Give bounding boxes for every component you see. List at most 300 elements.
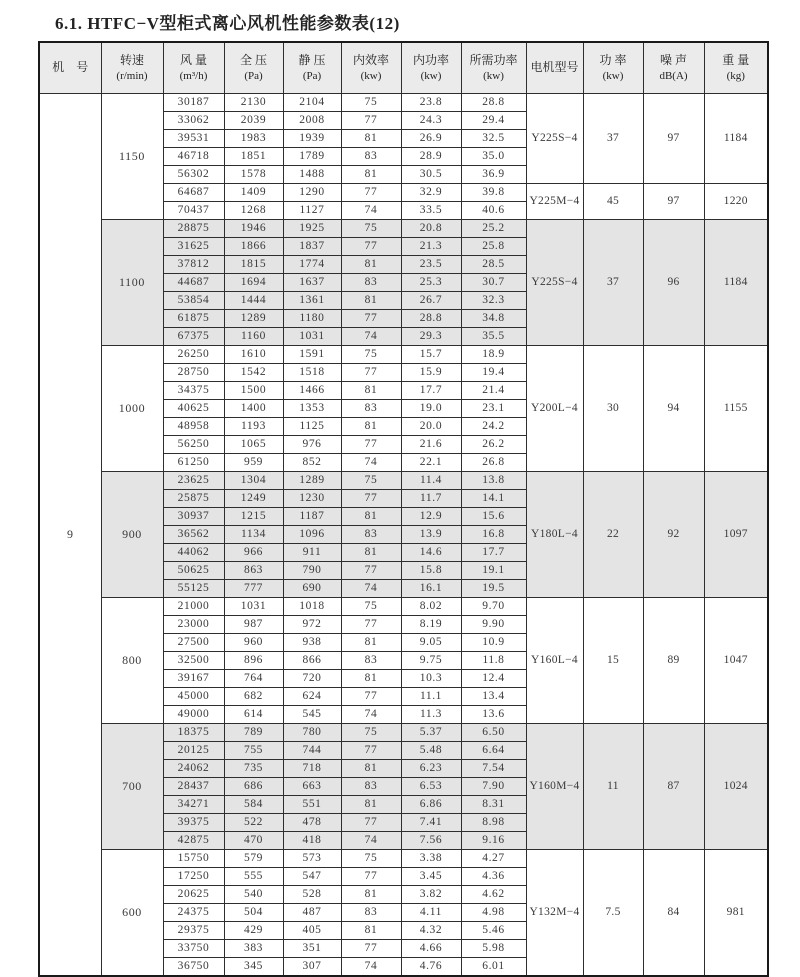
internal-power-cell: 21.6 bbox=[401, 436, 461, 454]
required-power-cell: 4.98 bbox=[461, 904, 526, 922]
efficiency-cell: 77 bbox=[341, 562, 401, 580]
required-power-cell: 19.4 bbox=[461, 364, 526, 382]
speed-cell: 800 bbox=[101, 598, 163, 724]
header-row bbox=[39, 42, 768, 94]
internal-power-cell: 6.53 bbox=[401, 778, 461, 796]
efficiency-cell: 81 bbox=[341, 760, 401, 778]
flow-cell: 15750 bbox=[163, 850, 224, 868]
speed-cell: 600 bbox=[101, 850, 163, 977]
internal-power-cell: 30.5 bbox=[401, 166, 461, 184]
static-pressure-cell: 1230 bbox=[283, 490, 341, 508]
efficiency-cell: 75 bbox=[341, 724, 401, 742]
required-power-cell: 25.8 bbox=[461, 238, 526, 256]
total-pressure-cell: 555 bbox=[224, 868, 283, 886]
flow-cell: 23625 bbox=[163, 472, 224, 490]
static-pressure-cell: 624 bbox=[283, 688, 341, 706]
flow-cell: 70437 bbox=[163, 202, 224, 220]
internal-power-cell: 20.8 bbox=[401, 220, 461, 238]
table-row bbox=[39, 598, 768, 616]
static-pressure-cell: 1127 bbox=[283, 202, 341, 220]
static-pressure-cell: 528 bbox=[283, 886, 341, 904]
internal-power-cell: 9.75 bbox=[401, 652, 461, 670]
required-power-cell: 10.9 bbox=[461, 634, 526, 652]
motor-power-cell: 7.5 bbox=[583, 850, 643, 977]
noise-cell: 89 bbox=[643, 598, 704, 724]
flow-cell: 44687 bbox=[163, 274, 224, 292]
static-pressure-cell: 1187 bbox=[283, 508, 341, 526]
static-pressure-cell: 1096 bbox=[283, 526, 341, 544]
column-unit: (m³/h) bbox=[179, 69, 208, 82]
total-pressure-cell: 1983 bbox=[224, 130, 283, 148]
flow-cell: 17250 bbox=[163, 868, 224, 886]
efficiency-cell: 74 bbox=[341, 832, 401, 850]
flow-cell: 39375 bbox=[163, 814, 224, 832]
total-pressure-cell: 1866 bbox=[224, 238, 283, 256]
required-power-cell: 7.90 bbox=[461, 778, 526, 796]
static-pressure-cell: 744 bbox=[283, 742, 341, 760]
speed-cell: 1000 bbox=[101, 346, 163, 472]
efficiency-cell: 77 bbox=[341, 310, 401, 328]
efficiency-cell: 77 bbox=[341, 940, 401, 958]
efficiency-cell: 77 bbox=[341, 868, 401, 886]
static-pressure-cell: 663 bbox=[283, 778, 341, 796]
speed-cell: 700 bbox=[101, 724, 163, 850]
total-pressure-cell: 896 bbox=[224, 652, 283, 670]
efficiency-cell: 83 bbox=[341, 904, 401, 922]
fan-performance-table bbox=[38, 41, 769, 977]
column-header-11 bbox=[704, 42, 768, 94]
total-pressure-cell: 2039 bbox=[224, 112, 283, 130]
required-power-cell: 13.6 bbox=[461, 706, 526, 724]
column-unit: (kw) bbox=[360, 69, 382, 82]
column-label: 噪 声 bbox=[659, 53, 687, 68]
static-pressure-cell: 690 bbox=[283, 580, 341, 598]
flow-cell: 40625 bbox=[163, 400, 224, 418]
motor-power-cell: 22 bbox=[583, 472, 643, 598]
internal-power-cell: 11.3 bbox=[401, 706, 461, 724]
static-pressure-cell: 418 bbox=[283, 832, 341, 850]
internal-power-cell: 29.3 bbox=[401, 328, 461, 346]
internal-power-cell: 16.1 bbox=[401, 580, 461, 598]
internal-power-cell: 32.9 bbox=[401, 184, 461, 202]
required-power-cell: 18.9 bbox=[461, 346, 526, 364]
efficiency-cell: 81 bbox=[341, 886, 401, 904]
column-unit: (Pa) bbox=[244, 69, 263, 82]
internal-power-cell: 3.82 bbox=[401, 886, 461, 904]
flow-cell: 42875 bbox=[163, 832, 224, 850]
internal-power-cell: 11.4 bbox=[401, 472, 461, 490]
required-power-cell: 25.2 bbox=[461, 220, 526, 238]
efficiency-cell: 83 bbox=[341, 274, 401, 292]
table-row bbox=[39, 220, 768, 238]
required-power-cell: 8.98 bbox=[461, 814, 526, 832]
required-power-cell: 29.4 bbox=[461, 112, 526, 130]
internal-power-cell: 10.3 bbox=[401, 670, 461, 688]
required-power-cell: 9.90 bbox=[461, 616, 526, 634]
internal-power-cell: 23.5 bbox=[401, 256, 461, 274]
static-pressure-cell: 573 bbox=[283, 850, 341, 868]
motor-model-cell: Y132M−4 bbox=[526, 850, 583, 977]
motor-model-cell: Y200L−4 bbox=[526, 346, 583, 472]
static-pressure-cell: 1637 bbox=[283, 274, 341, 292]
efficiency-cell: 74 bbox=[341, 454, 401, 472]
total-pressure-cell: 966 bbox=[224, 544, 283, 562]
flow-cell: 48958 bbox=[163, 418, 224, 436]
total-pressure-cell: 584 bbox=[224, 796, 283, 814]
internal-power-cell: 21.3 bbox=[401, 238, 461, 256]
motor-power-cell: 30 bbox=[583, 346, 643, 472]
column-header-7 bbox=[461, 42, 526, 94]
weight-cell: 1155 bbox=[704, 346, 768, 472]
weight-cell: 1184 bbox=[704, 220, 768, 346]
required-power-cell: 15.6 bbox=[461, 508, 526, 526]
efficiency-cell: 81 bbox=[341, 796, 401, 814]
flow-cell: 39167 bbox=[163, 670, 224, 688]
internal-power-cell: 6.23 bbox=[401, 760, 461, 778]
static-pressure-cell: 718 bbox=[283, 760, 341, 778]
efficiency-cell: 74 bbox=[341, 958, 401, 977]
column-label: 风 量 bbox=[179, 53, 207, 68]
table-row bbox=[39, 724, 768, 742]
required-power-cell: 36.9 bbox=[461, 166, 526, 184]
efficiency-cell: 81 bbox=[341, 670, 401, 688]
efficiency-cell: 77 bbox=[341, 616, 401, 634]
required-power-cell: 28.8 bbox=[461, 94, 526, 112]
required-power-cell: 35.5 bbox=[461, 328, 526, 346]
required-power-cell: 14.1 bbox=[461, 490, 526, 508]
static-pressure-cell: 1939 bbox=[283, 130, 341, 148]
total-pressure-cell: 1289 bbox=[224, 310, 283, 328]
total-pressure-cell: 540 bbox=[224, 886, 283, 904]
efficiency-cell: 75 bbox=[341, 94, 401, 112]
flow-cell: 36562 bbox=[163, 526, 224, 544]
total-pressure-cell: 960 bbox=[224, 634, 283, 652]
static-pressure-cell: 1925 bbox=[283, 220, 341, 238]
motor-model-cell: Y160L−4 bbox=[526, 598, 583, 724]
total-pressure-cell: 1409 bbox=[224, 184, 283, 202]
efficiency-cell: 74 bbox=[341, 706, 401, 724]
column-label: 内功率 bbox=[412, 53, 449, 68]
efficiency-cell: 77 bbox=[341, 112, 401, 130]
efficiency-cell: 77 bbox=[341, 814, 401, 832]
static-pressure-cell: 1518 bbox=[283, 364, 341, 382]
required-power-cell: 40.6 bbox=[461, 202, 526, 220]
flow-cell: 45000 bbox=[163, 688, 224, 706]
flow-cell: 53854 bbox=[163, 292, 224, 310]
flow-cell: 44062 bbox=[163, 544, 224, 562]
efficiency-cell: 75 bbox=[341, 346, 401, 364]
total-pressure-cell: 1851 bbox=[224, 148, 283, 166]
flow-cell: 21000 bbox=[163, 598, 224, 616]
column-unit: dB(A) bbox=[659, 69, 688, 82]
total-pressure-cell: 863 bbox=[224, 562, 283, 580]
efficiency-cell: 83 bbox=[341, 148, 401, 166]
required-power-cell: 11.8 bbox=[461, 652, 526, 670]
required-power-cell: 8.31 bbox=[461, 796, 526, 814]
internal-power-cell: 4.32 bbox=[401, 922, 461, 940]
flow-cell: 61875 bbox=[163, 310, 224, 328]
flow-cell: 18375 bbox=[163, 724, 224, 742]
internal-power-cell: 5.37 bbox=[401, 724, 461, 742]
required-power-cell: 13.8 bbox=[461, 472, 526, 490]
flow-cell: 56302 bbox=[163, 166, 224, 184]
total-pressure-cell: 789 bbox=[224, 724, 283, 742]
flow-cell: 39531 bbox=[163, 130, 224, 148]
efficiency-cell: 81 bbox=[341, 382, 401, 400]
weight-cell: 1097 bbox=[704, 472, 768, 598]
static-pressure-cell: 1488 bbox=[283, 166, 341, 184]
motor-power-cell: 45 bbox=[583, 184, 643, 220]
total-pressure-cell: 2130 bbox=[224, 94, 283, 112]
total-pressure-cell: 1500 bbox=[224, 382, 283, 400]
weight-cell: 1184 bbox=[704, 94, 768, 184]
flow-cell: 67375 bbox=[163, 328, 224, 346]
noise-cell: 96 bbox=[643, 220, 704, 346]
total-pressure-cell: 429 bbox=[224, 922, 283, 940]
weight-cell: 1024 bbox=[704, 724, 768, 850]
efficiency-cell: 75 bbox=[341, 472, 401, 490]
static-pressure-cell: 852 bbox=[283, 454, 341, 472]
static-pressure-cell: 1361 bbox=[283, 292, 341, 310]
flow-cell: 56250 bbox=[163, 436, 224, 454]
static-pressure-cell: 478 bbox=[283, 814, 341, 832]
efficiency-cell: 77 bbox=[341, 364, 401, 382]
table-body bbox=[39, 94, 768, 977]
internal-power-cell: 17.7 bbox=[401, 382, 461, 400]
static-pressure-cell: 487 bbox=[283, 904, 341, 922]
static-pressure-cell: 351 bbox=[283, 940, 341, 958]
required-power-cell: 32.5 bbox=[461, 130, 526, 148]
static-pressure-cell: 405 bbox=[283, 922, 341, 940]
motor-model-cell: Y160M−4 bbox=[526, 724, 583, 850]
noise-cell: 84 bbox=[643, 850, 704, 977]
static-pressure-cell: 780 bbox=[283, 724, 341, 742]
efficiency-cell: 75 bbox=[341, 850, 401, 868]
motor-model-cell: Y225S−4 bbox=[526, 94, 583, 184]
static-pressure-cell: 1125 bbox=[283, 418, 341, 436]
efficiency-cell: 81 bbox=[341, 634, 401, 652]
motor-power-cell: 37 bbox=[583, 94, 643, 184]
noise-cell: 97 bbox=[643, 94, 704, 184]
required-power-cell: 17.7 bbox=[461, 544, 526, 562]
static-pressure-cell: 1466 bbox=[283, 382, 341, 400]
total-pressure-cell: 345 bbox=[224, 958, 283, 977]
column-header-5 bbox=[341, 42, 401, 94]
column-header-6 bbox=[401, 42, 461, 94]
column-unit: (kw) bbox=[420, 69, 442, 82]
total-pressure-cell: 1268 bbox=[224, 202, 283, 220]
required-power-cell: 30.7 bbox=[461, 274, 526, 292]
total-pressure-cell: 1031 bbox=[224, 598, 283, 616]
table-row bbox=[39, 850, 768, 868]
column-unit: (r/min) bbox=[116, 69, 148, 82]
column-unit: (kg) bbox=[726, 69, 745, 82]
required-power-cell: 5.98 bbox=[461, 940, 526, 958]
static-pressure-cell: 1289 bbox=[283, 472, 341, 490]
flow-cell: 24375 bbox=[163, 904, 224, 922]
weight-cell: 1047 bbox=[704, 598, 768, 724]
internal-power-cell: 7.41 bbox=[401, 814, 461, 832]
column-unit: (kw) bbox=[483, 69, 504, 82]
table-row bbox=[39, 346, 768, 364]
column-unit: (Pa) bbox=[302, 69, 322, 82]
required-power-cell: 16.8 bbox=[461, 526, 526, 544]
internal-power-cell: 6.86 bbox=[401, 796, 461, 814]
static-pressure-cell: 547 bbox=[283, 868, 341, 886]
column-header-4 bbox=[283, 42, 341, 94]
required-power-cell: 6.01 bbox=[461, 958, 526, 977]
total-pressure-cell: 614 bbox=[224, 706, 283, 724]
internal-power-cell: 15.8 bbox=[401, 562, 461, 580]
noise-cell: 94 bbox=[643, 346, 704, 472]
total-pressure-cell: 470 bbox=[224, 832, 283, 850]
total-pressure-cell: 1065 bbox=[224, 436, 283, 454]
speed-cell: 1100 bbox=[101, 220, 163, 346]
efficiency-cell: 77 bbox=[341, 742, 401, 760]
total-pressure-cell: 735 bbox=[224, 760, 283, 778]
column-label: 全 压 bbox=[239, 53, 267, 68]
flow-cell: 64687 bbox=[163, 184, 224, 202]
efficiency-cell: 81 bbox=[341, 130, 401, 148]
weight-cell: 1220 bbox=[704, 184, 768, 220]
internal-power-cell: 22.1 bbox=[401, 454, 461, 472]
flow-cell: 49000 bbox=[163, 706, 224, 724]
flow-cell: 20625 bbox=[163, 886, 224, 904]
flow-cell: 34271 bbox=[163, 796, 224, 814]
static-pressure-cell: 307 bbox=[283, 958, 341, 977]
motor-model-cell: Y225S−4 bbox=[526, 220, 583, 346]
flow-cell: 30937 bbox=[163, 508, 224, 526]
motor-model-cell: Y180L−4 bbox=[526, 472, 583, 598]
internal-power-cell: 9.05 bbox=[401, 634, 461, 652]
total-pressure-cell: 1578 bbox=[224, 166, 283, 184]
flow-cell: 50625 bbox=[163, 562, 224, 580]
total-pressure-cell: 1694 bbox=[224, 274, 283, 292]
flow-cell: 30187 bbox=[163, 94, 224, 112]
internal-power-cell: 20.0 bbox=[401, 418, 461, 436]
total-pressure-cell: 383 bbox=[224, 940, 283, 958]
page-title: 6.1. HTFC−V型柜式离心风机性能参数表(12) bbox=[55, 14, 400, 33]
required-power-cell: 5.46 bbox=[461, 922, 526, 940]
total-pressure-cell: 1542 bbox=[224, 364, 283, 382]
required-power-cell: 21.4 bbox=[461, 382, 526, 400]
flow-cell: 26250 bbox=[163, 346, 224, 364]
efficiency-cell: 77 bbox=[341, 436, 401, 454]
weight-cell: 981 bbox=[704, 850, 768, 977]
efficiency-cell: 83 bbox=[341, 778, 401, 796]
column-header-9 bbox=[583, 42, 643, 94]
static-pressure-cell: 1031 bbox=[283, 328, 341, 346]
static-pressure-cell: 1018 bbox=[283, 598, 341, 616]
total-pressure-cell: 504 bbox=[224, 904, 283, 922]
required-power-cell: 19.1 bbox=[461, 562, 526, 580]
column-label: 重 量 bbox=[722, 53, 750, 68]
total-pressure-cell: 777 bbox=[224, 580, 283, 598]
total-pressure-cell: 1815 bbox=[224, 256, 283, 274]
required-power-cell: 7.54 bbox=[461, 760, 526, 778]
column-label: 内效率 bbox=[352, 53, 389, 68]
efficiency-cell: 77 bbox=[341, 490, 401, 508]
static-pressure-cell: 551 bbox=[283, 796, 341, 814]
static-pressure-cell: 2104 bbox=[283, 94, 341, 112]
efficiency-cell: 75 bbox=[341, 220, 401, 238]
column-header-3 bbox=[224, 42, 283, 94]
efficiency-cell: 83 bbox=[341, 652, 401, 670]
flow-cell: 24062 bbox=[163, 760, 224, 778]
total-pressure-cell: 755 bbox=[224, 742, 283, 760]
column-label: 所需功率 bbox=[469, 53, 518, 68]
static-pressure-cell: 866 bbox=[283, 652, 341, 670]
required-power-cell: 32.3 bbox=[461, 292, 526, 310]
flow-cell: 28875 bbox=[163, 220, 224, 238]
column-label: 静 压 bbox=[298, 53, 326, 68]
total-pressure-cell: 579 bbox=[224, 850, 283, 868]
internal-power-cell: 25.3 bbox=[401, 274, 461, 292]
efficiency-cell: 83 bbox=[341, 400, 401, 418]
total-pressure-cell: 1304 bbox=[224, 472, 283, 490]
column-label: 电机型号 bbox=[530, 60, 579, 75]
internal-power-cell: 28.8 bbox=[401, 310, 461, 328]
total-pressure-cell: 1946 bbox=[224, 220, 283, 238]
flow-cell: 33750 bbox=[163, 940, 224, 958]
static-pressure-cell: 790 bbox=[283, 562, 341, 580]
internal-power-cell: 3.38 bbox=[401, 850, 461, 868]
table-row bbox=[39, 94, 768, 112]
efficiency-cell: 74 bbox=[341, 328, 401, 346]
static-pressure-cell: 972 bbox=[283, 616, 341, 634]
column-header-8 bbox=[526, 42, 583, 94]
required-power-cell: 39.8 bbox=[461, 184, 526, 202]
flow-cell: 32500 bbox=[163, 652, 224, 670]
static-pressure-cell: 1591 bbox=[283, 346, 341, 364]
internal-power-cell: 15.7 bbox=[401, 346, 461, 364]
internal-power-cell: 11.7 bbox=[401, 490, 461, 508]
total-pressure-cell: 1193 bbox=[224, 418, 283, 436]
total-pressure-cell: 987 bbox=[224, 616, 283, 634]
required-power-cell: 34.8 bbox=[461, 310, 526, 328]
total-pressure-cell: 1249 bbox=[224, 490, 283, 508]
flow-cell: 34375 bbox=[163, 382, 224, 400]
internal-power-cell: 26.9 bbox=[401, 130, 461, 148]
internal-power-cell: 19.0 bbox=[401, 400, 461, 418]
internal-power-cell: 11.1 bbox=[401, 688, 461, 706]
flow-cell: 46718 bbox=[163, 148, 224, 166]
required-power-cell: 26.2 bbox=[461, 436, 526, 454]
internal-power-cell: 8.19 bbox=[401, 616, 461, 634]
flow-cell: 20125 bbox=[163, 742, 224, 760]
column-label: 转速 bbox=[119, 53, 144, 68]
internal-power-cell: 3.45 bbox=[401, 868, 461, 886]
efficiency-cell: 81 bbox=[341, 256, 401, 274]
internal-power-cell: 4.66 bbox=[401, 940, 461, 958]
table-row bbox=[39, 472, 768, 490]
flow-cell: 33062 bbox=[163, 112, 224, 130]
internal-power-cell: 23.8 bbox=[401, 94, 461, 112]
efficiency-cell: 81 bbox=[341, 508, 401, 526]
static-pressure-cell: 911 bbox=[283, 544, 341, 562]
required-power-cell: 35.0 bbox=[461, 148, 526, 166]
flow-cell: 61250 bbox=[163, 454, 224, 472]
efficiency-cell: 81 bbox=[341, 922, 401, 940]
required-power-cell: 4.62 bbox=[461, 886, 526, 904]
internal-power-cell: 12.9 bbox=[401, 508, 461, 526]
efficiency-cell: 74 bbox=[341, 202, 401, 220]
machine-no-cell: 9 bbox=[39, 94, 101, 977]
noise-cell: 92 bbox=[643, 472, 704, 598]
required-power-cell: 9.16 bbox=[461, 832, 526, 850]
required-power-cell: 23.1 bbox=[461, 400, 526, 418]
internal-power-cell: 26.7 bbox=[401, 292, 461, 310]
